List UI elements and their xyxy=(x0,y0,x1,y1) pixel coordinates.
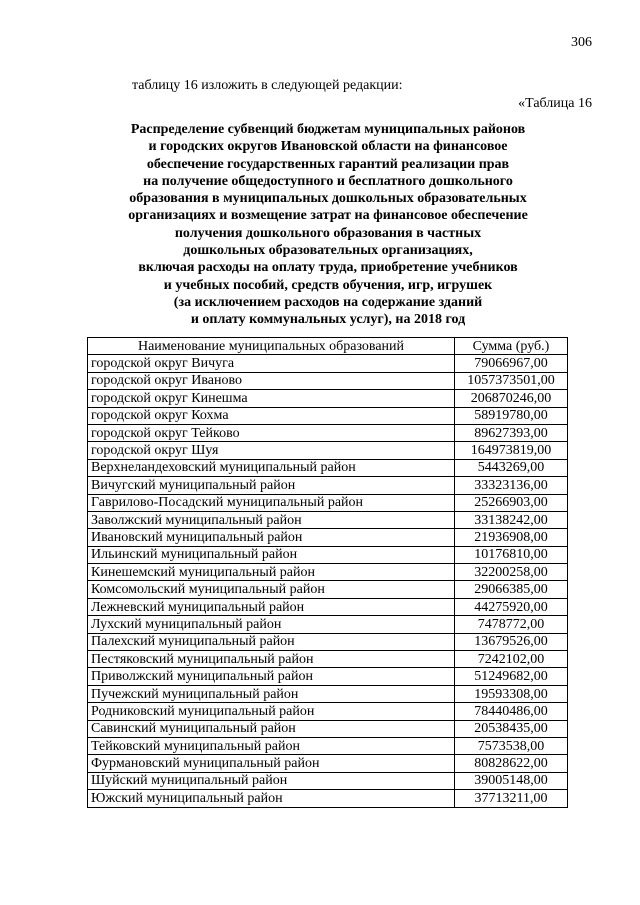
subvention-sum: 7573538,00 xyxy=(455,737,568,754)
municipality-name: Гаврилово-Посадский муниципальный район xyxy=(88,494,455,511)
heading-line: получения дошкольного образования в частных xyxy=(174,225,482,241)
table-row xyxy=(88,651,568,668)
subvention-sum: 10176810,00 xyxy=(455,546,568,563)
municipality-name: Тейковский муниципальный район xyxy=(88,737,455,754)
municipality-name: Лухский муниципальный район xyxy=(88,616,455,633)
subvention-sum: 7242102,00 xyxy=(455,651,568,668)
table-row xyxy=(88,633,568,650)
table-row xyxy=(88,685,568,702)
municipality-name: Комсомольский муниципальный район xyxy=(88,581,455,598)
table-row xyxy=(88,459,568,476)
subvention-sum: 79066967,00 xyxy=(455,355,568,372)
table-row xyxy=(88,407,568,424)
heading-line: на получение общедоступного и бесплатного дошкольного xyxy=(143,173,513,189)
heading-line: Распределение субвенций бюджетам муниципальных районов xyxy=(130,122,526,137)
subvention-sum: 44275920,00 xyxy=(455,598,568,615)
page-number: 306 xyxy=(571,35,592,50)
table-row xyxy=(88,790,568,807)
table-row xyxy=(88,668,568,685)
municipality-name: Южский муниципальный район xyxy=(88,790,455,807)
heading-line: включая расходы на оплату труда, приобретение учебников xyxy=(138,260,518,276)
municipality-name: Шуйский муниципальный район xyxy=(88,772,455,789)
table-row xyxy=(88,737,568,754)
subvention-table xyxy=(87,337,568,808)
subvention-sum: 206870246,00 xyxy=(455,390,568,407)
subvention-sum: 13679526,00 xyxy=(455,633,568,650)
municipality-name: Приволжский муниципальный район xyxy=(88,668,455,685)
subvention-sum: 21936908,00 xyxy=(455,529,568,546)
municipality-name: Фурмановский муниципальный район xyxy=(88,755,455,772)
municipality-name: городской округ Тейково xyxy=(88,424,455,441)
intro-text: таблицу 16 изложить в следующей редакции: xyxy=(132,78,403,93)
subvention-sum: 29066385,00 xyxy=(455,581,568,598)
subvention-sum: 37713211,00 xyxy=(455,790,568,807)
municipality-name: городской округ Иваново xyxy=(88,372,455,389)
table-row xyxy=(88,616,568,633)
table-caption: «Таблица 16 xyxy=(518,96,592,111)
table-row xyxy=(88,581,568,598)
table-row xyxy=(88,355,568,372)
subvention-sum: 20538435,00 xyxy=(455,720,568,737)
municipality-name: Ивановский муниципальный район xyxy=(88,529,455,546)
municipality-name: Пучежский муниципальный район xyxy=(88,685,455,702)
table-row xyxy=(88,477,568,494)
municipality-name: городской округ Вичуга xyxy=(88,355,455,372)
table-heading xyxy=(90,121,566,329)
heading-line: и городских округов Ивановской области на финансовое xyxy=(148,139,508,155)
heading-line: обеспечение государственных гарантий реализации прав xyxy=(146,156,510,172)
table-header-row xyxy=(88,338,568,355)
table-row xyxy=(88,390,568,407)
municipality-name: городской округ Кохма xyxy=(88,407,455,424)
table-row xyxy=(88,372,568,389)
subvention-sum: 32200258,00 xyxy=(455,564,568,581)
municipality-name: Савинский муниципальный район xyxy=(88,720,455,737)
subvention-sum: 164973819,00 xyxy=(455,442,568,459)
municipality-name: городской округ Кинешма xyxy=(88,390,455,407)
table-row xyxy=(88,424,568,441)
subvention-sum: 80828622,00 xyxy=(455,755,568,772)
subvention-sum: 33323136,00 xyxy=(455,477,568,494)
subvention-sum: 89627393,00 xyxy=(455,424,568,441)
table-row xyxy=(88,511,568,528)
header-municipality: Наименование муниципальных образований xyxy=(88,338,455,355)
municipality-name: Родниковский муниципальный район xyxy=(88,703,455,720)
municipality-name: Заволжский муниципальный район xyxy=(88,511,455,528)
heading-line: организациях и возмещение затрат на финансовое обеспечение xyxy=(128,208,528,224)
subvention-sum: 7478772,00 xyxy=(455,616,568,633)
subvention-sum: 19593308,00 xyxy=(455,685,568,702)
table-row xyxy=(88,598,568,615)
municipality-name: Верхнеландеховский муниципальный район xyxy=(88,459,455,476)
subvention-sum: 39005148,00 xyxy=(455,772,568,789)
subvention-sum: 58919780,00 xyxy=(455,407,568,424)
subvention-sum: 51249682,00 xyxy=(455,668,568,685)
municipality-name: городской округ Шуя xyxy=(88,442,455,459)
subvention-sum: 25266903,00 xyxy=(455,494,568,511)
heading-line: дошкольных образовательных организациях, xyxy=(183,243,473,259)
subvention-sum: 33138242,00 xyxy=(455,511,568,528)
heading-line: и учебных пособий, средств обучения, игр, игрушек xyxy=(163,277,493,293)
heading-line: и оплату коммунальных услуг), на 2018 год xyxy=(190,312,466,328)
table-row xyxy=(88,564,568,581)
municipality-name: Лежневский муниципальный район xyxy=(88,598,455,615)
header-sum: Сумма (руб.) xyxy=(455,338,568,355)
table-row xyxy=(88,546,568,563)
municipality-name: Ильинский муниципальный район xyxy=(88,546,455,563)
table-row xyxy=(88,703,568,720)
table-row xyxy=(88,720,568,737)
subvention-sum: 78440486,00 xyxy=(455,703,568,720)
subvention-sum: 1057373501,00 xyxy=(455,372,568,389)
municipality-name: Вичугский муниципальный район xyxy=(88,477,455,494)
table-row xyxy=(88,529,568,546)
table-body xyxy=(88,355,568,807)
table-row xyxy=(88,442,568,459)
subvention-sum: 5443269,00 xyxy=(455,459,568,476)
municipality-name: Кинешемский муниципальный район xyxy=(88,564,455,581)
table-row xyxy=(88,494,568,511)
table-row xyxy=(88,772,568,789)
table-row xyxy=(88,755,568,772)
municipality-name: Палехский муниципальный район xyxy=(88,633,455,650)
municipality-name: Пестяковский муниципальный район xyxy=(88,651,455,668)
heading-line: (за исключением расходов на содержание зданий xyxy=(173,294,483,310)
heading-line: образования в муниципальных дошкольных образовательных xyxy=(129,191,527,207)
